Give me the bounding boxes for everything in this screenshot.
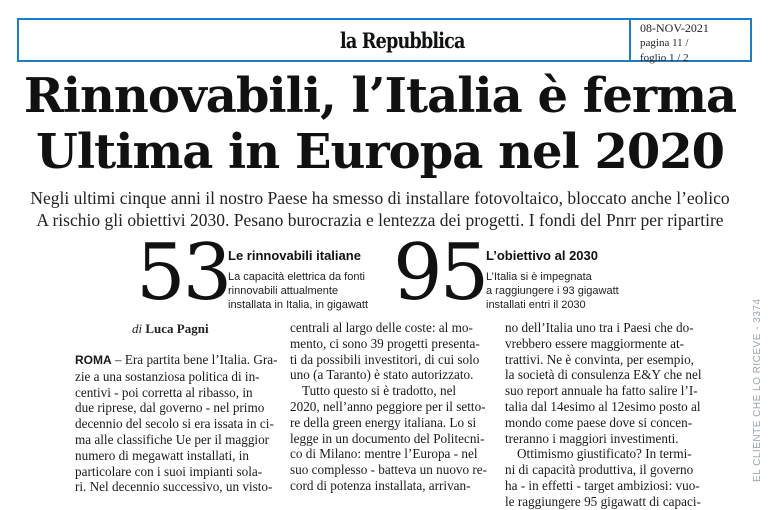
press-page: pagina 11 / (640, 37, 689, 49)
column-line: treranno i maggiori investimenti. (505, 430, 679, 446)
fact-title-renewables: Le rinnovabili italiane (228, 248, 361, 263)
fact-title-target: L’obiettivo al 2030 (486, 248, 598, 263)
fact-line: La capacità elettrica da fonti (228, 271, 365, 283)
byline (132, 321, 209, 337)
column-line: Tutto questo si è tradotto, nel (302, 383, 457, 399)
column-line: 2020, nell’anno peggiore per il setto- (290, 398, 486, 414)
column-line: mento, ci sono 39 progetti presenta- (290, 335, 480, 351)
headline-line-1: Rinnovabili, l’Italia è ferma (23, 68, 737, 124)
column-line: numero di megawatt installati, in (75, 447, 249, 463)
column-line: cord di potenza installata, arrivan- (290, 477, 471, 493)
column-line: vrebbero essere maggiormente at- (505, 335, 685, 351)
headline-line-2: Ultima in Europa nel 2020 (35, 124, 725, 180)
article-column-2 (290, 320, 490, 494)
column-line: suo complesso - batteva un nuovo re- (290, 462, 488, 478)
masthead-logo: la Repubblica (340, 28, 465, 53)
column-line: la società di consulenza E&Y che nel (505, 367, 702, 383)
column-line: zie a una sostanziosa politica di in- (75, 368, 260, 384)
column-line: particolare con i suoi impianti sola- (75, 463, 263, 479)
column-line: ni di capacità produttiva, il governo (505, 462, 694, 478)
column-line: ha - in effetti - target ambiziosi: vuo- (505, 477, 700, 493)
press-sheet: foglio 1 / 2 (640, 52, 689, 64)
header-divider (629, 18, 631, 62)
fact-line: a raggiungere i 93 gigawatt (486, 285, 619, 297)
column-line: due riprese, dal governo - nel primo (75, 400, 265, 416)
press-date: 08-NOV-2021 (640, 21, 709, 35)
fact-line: L’Italia si è impegnata (486, 271, 592, 283)
column-line: decennio del secolo si era issata in ci- (75, 416, 274, 432)
column-line: ri. Nel decennio successivo, un visto- (75, 479, 273, 495)
column-line (75, 352, 278, 369)
column-line: re della green energy italiana. Lo si (290, 414, 477, 430)
dateline: ROMA (75, 353, 112, 367)
column-line: Ottimismo giustificato? In termi- (517, 446, 692, 462)
sidebar-copyright: EL CLIENTE CHE LO RICEVE - 3374 (752, 298, 763, 482)
fact-body-target (486, 270, 619, 312)
column-line: centivi - poi corretta al ribasso, in (75, 384, 253, 400)
fact-line: rinnovabili attualmente (228, 285, 339, 297)
column-line: trattivi. Ne è convinta, per esempio, (505, 351, 694, 367)
column-line: ti da possibili investitori, di cui solo (290, 351, 480, 367)
column-line: le raggiungere 95 gigawatt di capaci- (505, 493, 701, 509)
column-line: co di Milano: mentre l’Europa - nel (290, 446, 478, 462)
article-column-1 (75, 352, 278, 495)
column-line: talia dal 14esimo al 12esimo posto al (505, 398, 701, 414)
fact-body-renewables (228, 270, 368, 312)
subheadline-line-2: A rischio gli obiettivi 2030. Pesano burocrazia e lentezza dei progetti. I fondi del Pnrr per ripartire (36, 210, 724, 230)
column-line: ma alle classifiche Ue per il maggior (75, 431, 270, 447)
column-line: legge in un documento del Politecni- (290, 430, 485, 446)
column-line: mondo come paese dove si concen- (505, 414, 693, 430)
column-line: centrali al largo delle coste: al mo- (290, 320, 473, 335)
column-text: – Era partita bene l’Italia. Gra- (111, 352, 278, 367)
fact-line: installati entri il 2030 (486, 299, 586, 311)
subheadline-line-1: Negli ultimi cinque anni il nostro Paese ha smesso di installare fotovoltaico, bloccato anche l’eolico (30, 188, 730, 208)
column-line: no dell’Italia uno tra i Paesi che do- (505, 320, 694, 335)
column-line: uno (a Taranto) è stato autorizzato. (290, 367, 474, 383)
byline-prefix: di (132, 321, 143, 336)
article-column-3 (505, 320, 725, 510)
byline-author: Luca Pagni (145, 321, 209, 336)
fact-number-renewables: 53 (136, 228, 230, 318)
fact-number-target: 95 (393, 228, 487, 318)
fact-line: installata in Italia, in gigawatt (228, 299, 369, 311)
column-line: suo report annuale ha fatto salire l’I- (505, 383, 698, 399)
